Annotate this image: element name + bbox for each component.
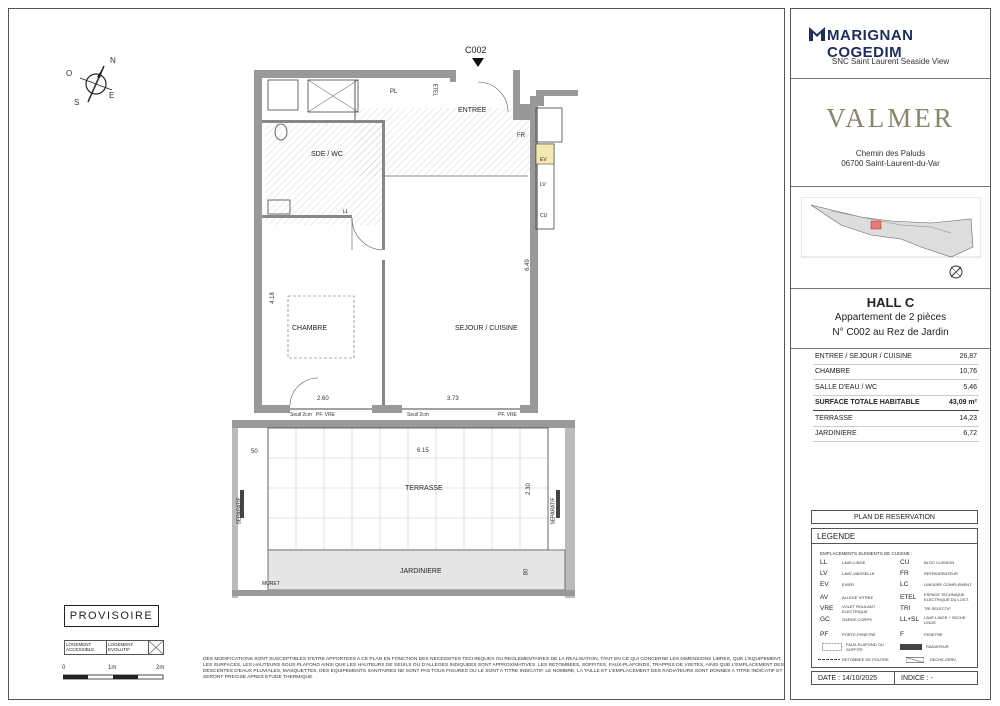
room-label-fr: FR (517, 133, 525, 139)
cross-icon (149, 641, 163, 654)
room-label-entree: ENTREE (458, 107, 487, 114)
date-block (811, 671, 978, 685)
legend-desc: REFRIGERATEUR (924, 571, 958, 576)
window-label-1: PF. VRE (316, 412, 335, 418)
indice-label: INDICE : - (901, 675, 933, 682)
legend-code: FR (900, 570, 909, 577)
scale-0: 0 (62, 665, 66, 671)
apartment-number: N° C002 au Rez de Jardin (832, 327, 949, 338)
room-label-ll: LL (343, 209, 349, 215)
legend-code: GC (820, 616, 830, 623)
room-label-jardiniere: JARDINIERE (400, 568, 442, 575)
legend-radiateur: RADIATEUR (926, 644, 949, 649)
legend-code: EV (820, 581, 829, 588)
threshold-label-1: Seuil 2cm (290, 412, 312, 418)
legend-retombee: RETOMBEE DE POUTRE (842, 657, 889, 662)
legend-desc: GARDE-CORPS (842, 617, 872, 622)
area-row-total: SURFACE TOTALE HABITABLE 43,09 m² (813, 396, 979, 412)
legend-desc: TRI SELECTIF (924, 606, 951, 611)
accessible-box: LOGEMENT ACCESSIBLE (65, 641, 107, 654)
legend-desc: LAVE-VAISSELLE (842, 571, 875, 576)
dim-615: 6.15 (417, 448, 429, 454)
area-row: JARDINIERE 6,72 (813, 427, 979, 443)
legend-desc: PORTE-FENETRE (842, 632, 876, 637)
brand-block (791, 9, 990, 79)
date-label: DATE : 14/10/2025 (812, 672, 895, 684)
brand-name: MARIGNAN COGEDIM (827, 27, 914, 61)
legend-desc: ESPACE TECHNIQUE ELECTRIQUE DU LOGT. (924, 592, 970, 602)
radiator-symbol (900, 644, 922, 650)
room-label-cu: CU (540, 213, 548, 219)
apartment-type: Appartement de 2 pièces (834, 312, 947, 323)
area-row: SALLE D'EAU / WC 5,46 (813, 380, 979, 396)
area-row: TERRASSE 14,23 (813, 411, 979, 427)
room-label-separatif-right: SEPARATIF (550, 497, 557, 525)
disclaimer-text: DES MODIFICATIONS SONT SUSCEPTIBLES D'ETRE APPORTEES A CE PLAN EN FONCTION DES NECESSITES TECHNIQUES OU REGLEMENTAIRES DE LA REALISATION, TANT EN CE QUI CONCERNE LES DIMENSIONS LIBRES, QUE L'EQUIPEMENT. LES SURFACES, LES HAUTEURS SOUS PLAFOND AINSI QUE LES HAUTEURS DE SEUILS OU D'ALLEGES INDIQUEES SONT APPROXIMATIVES. LES RETOMBEES, SOFFITES, FAUX-PLAFONDS, TRAPPES DE VISITES, AINSI QUE L'EMPLACEMENT DES DESCENTES D'EAUX PLUVIALES, MASQUETTES, DES EQUIPEMENTS SANITAIRES NE SONT PAS TOUS FIGURES OU LE SONT A TITRE INDICATIF. LE NOMBRE, LA TAILLE ET L'EMPLACEMENT DES RADIATEURS SONT DONNES A TITRE INDICATIF ET SERONT PRECISE APRES ETUDE THERMIQUE (203, 657, 784, 680)
legend-desc: VOLET ROULANT ELECTRIQUE (842, 604, 876, 614)
legend-block (811, 528, 978, 668)
window-label-2: PF. VRE (498, 412, 517, 418)
site-key-map (801, 197, 981, 283)
area-row: ENTREE / SEJOUR / CUISINE 26,87 (813, 349, 979, 365)
legend-code: AV (820, 594, 829, 601)
brand-subtitle: SNC Saint Laurent Seaside View (831, 57, 950, 66)
faux-plafond-symbol (822, 643, 842, 651)
legend-code: TRI (900, 605, 911, 612)
key-map (791, 187, 990, 289)
provisoire-stamp: PROVISOIRE (64, 605, 159, 627)
dim-418: 4.18 (269, 292, 276, 304)
dim-373: 3.73 (447, 396, 459, 402)
legend-code: LV (820, 570, 828, 577)
legend-desc: LAVE-LINGE + SECHE LINGE (924, 615, 966, 625)
legend-code: LL (820, 559, 828, 566)
project-name: VALMER (826, 103, 955, 133)
dim-260: 2.60 (317, 396, 329, 402)
dim-230: 2.30 (525, 483, 532, 495)
legend-desc: BLOC CUISSON (924, 560, 955, 565)
dim-50: 50 (251, 449, 258, 455)
compass-e: E (109, 91, 115, 100)
room-label-pl: PL (390, 89, 398, 95)
project-address-1: Chemin des Paluds (855, 149, 926, 158)
apartment-block (791, 289, 990, 349)
scale-bar (63, 673, 165, 681)
compass-s: S (74, 98, 80, 107)
legend-desc: LAVE-LINGE (842, 560, 866, 565)
threshold-label-2: Seuil 2cm (407, 412, 429, 418)
plan-reservation-label: PLAN DE RESERVATION (811, 510, 978, 524)
legend-desc: LINEAIRE COMPLEMENT (924, 582, 972, 587)
room-label-sde: SDE / WC (311, 151, 343, 158)
room-label-sejour: SEJOUR / CUISINE (455, 325, 518, 332)
scale-1: 1m (108, 665, 117, 671)
legend-code: ETEL (900, 594, 917, 601)
project-block (791, 79, 990, 187)
info-panel (790, 8, 991, 700)
legend-subtitle: EMPLACEMENTS ELEMENTS DE CUISINE : (820, 551, 913, 556)
room-label-lv: LV (540, 182, 546, 188)
room-label-terrasse: TERRASSE (405, 485, 443, 492)
legend-code: LC (900, 581, 909, 588)
dim-649: 6.49 (524, 259, 531, 271)
legend-seche-serv: SECHE-SERV. (930, 657, 957, 662)
room-label-etel: ETEL (431, 83, 438, 97)
legend-code: F (900, 631, 904, 638)
legend-code: CU (900, 559, 910, 566)
project-address-2: 06700 Saint-Laurent-du-Var (841, 159, 940, 168)
status-boxes (64, 640, 164, 655)
evolutif-box: LOGEMENT EVOLUTIF (107, 641, 149, 654)
legend-faux-plafond: FAUX-PLAFOND OU SOFFITE (846, 642, 884, 652)
dryer-symbol (906, 657, 924, 663)
dim-80: 80 (523, 568, 530, 576)
legend-code: LL+SL (900, 616, 919, 623)
room-label-chambre: CHAMBRE (292, 325, 328, 332)
scale-2: 2m (156, 665, 165, 671)
room-label-ev: EV (540, 157, 547, 163)
brand-logo-icon (809, 27, 825, 41)
floor-plan (228, 60, 588, 600)
compass-o: O (66, 69, 73, 78)
room-label-muret: MURET (262, 581, 280, 587)
area-table (813, 349, 979, 442)
room-label-separatif-left: SEPARATIF (236, 497, 243, 525)
beam-symbol (818, 657, 840, 662)
legend-code: VRE (820, 605, 834, 612)
legend-desc: ALLEGE VITREE (842, 595, 874, 600)
legend-desc: EVIER (842, 582, 855, 587)
hall-label: HALL C (866, 295, 915, 310)
unit-label: C002 (465, 45, 487, 55)
area-row: CHAMBRE 10,76 (813, 365, 979, 381)
compass-n: N (110, 56, 116, 65)
legend-code: PF (820, 631, 829, 638)
legend-desc: FENETRE (924, 632, 943, 637)
legend-title: LEGENDE (817, 532, 856, 541)
